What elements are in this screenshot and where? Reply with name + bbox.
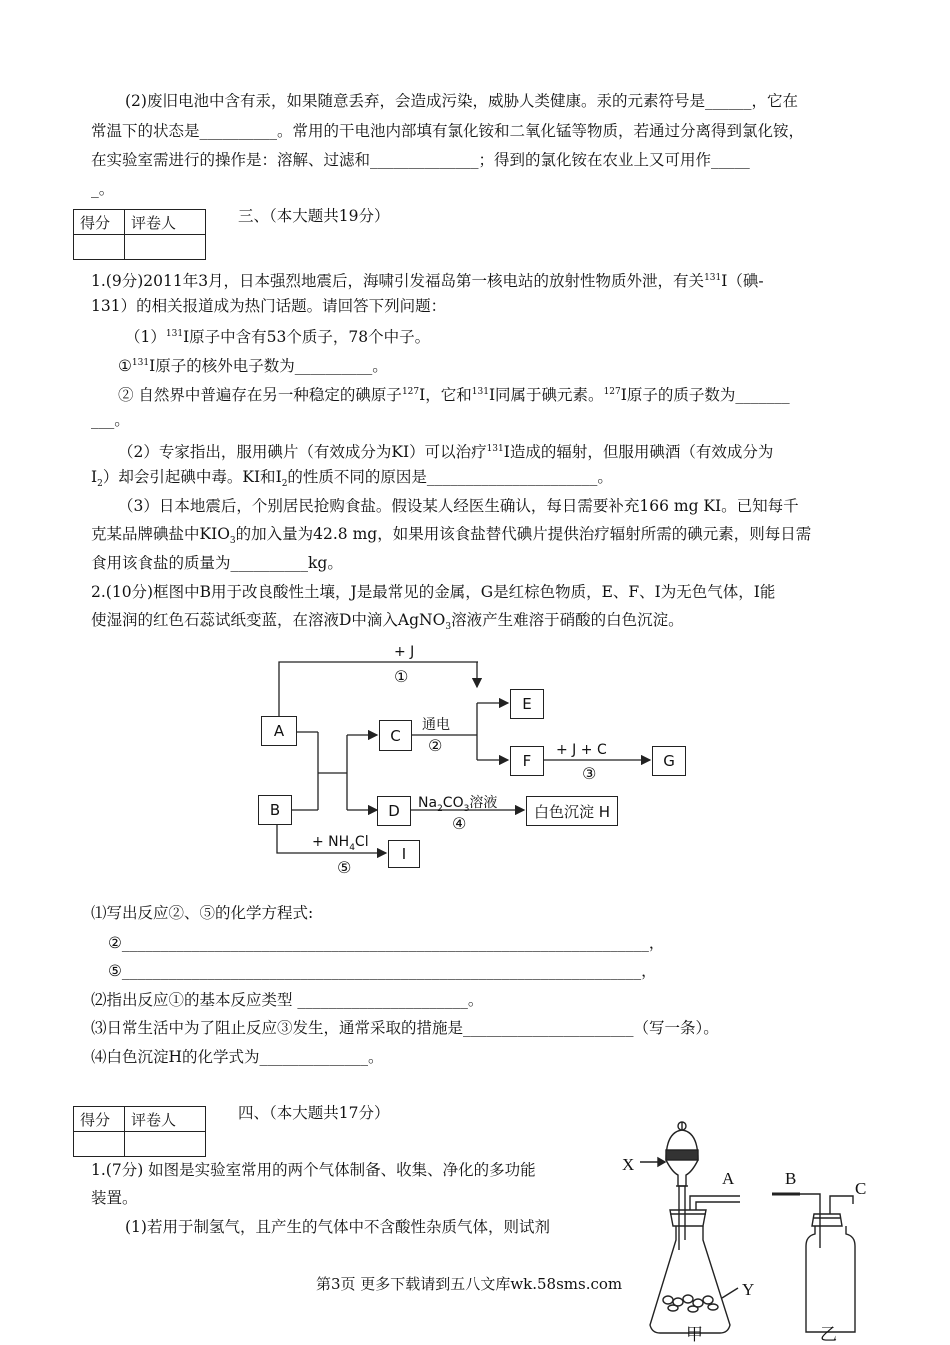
reaction-number: ③	[582, 764, 597, 783]
answer-line: ⑵指出反应①的基本反应类型 ______________________。	[91, 991, 484, 1009]
text-line: 在实验室需进行的操作是：溶解、过滤和______________；得到的氯化铵在农业上又可用作_____	[91, 151, 750, 169]
reaction-number: ①	[394, 667, 409, 686]
grader-label: 评卷人	[125, 1107, 206, 1132]
question-line: $(1)^{131}I$原子中含有53个质子，78个中子。	[125, 328, 431, 347]
label-x: X	[622, 1155, 635, 1174]
label-b: B	[785, 1169, 797, 1188]
answer-line: ②____________________________________________________________________，	[108, 934, 665, 952]
answer-line: ⑤___________________________________________________________________，	[108, 962, 657, 980]
score-label: 得分	[74, 210, 125, 235]
question-line: （2）专家指出，服用碘片（有效成分为KI）可以治疗$^{131}$I造成的辐射，但服用碘酒（有效成分为	[118, 443, 774, 462]
node-b: B	[258, 795, 292, 825]
question-line: ___。	[91, 411, 130, 429]
answer-line: ⑷白色沉淀H的化学式为______________。	[91, 1048, 384, 1066]
question-line: 131）的相关报道成为热门话题。请回答下列问题：	[91, 297, 447, 315]
label-jia: 甲	[686, 1325, 703, 1344]
question-line: （3）日本地震后，个别居民抢购食盐。假设某人经医生确认，每日需要补充166 mg KI。已知每千	[118, 497, 799, 515]
node-a: A	[261, 716, 297, 746]
reaction-label: 通电	[422, 717, 450, 733]
question-line: 使湿润的红色石蕊试纸变蓝，在溶液D中滴入AgNO$_3$溶液产生难溶于硝酸的白色沉淀。	[91, 611, 684, 633]
answer-line: ⑴写出反应②、⑤的化学方程式:	[91, 904, 314, 922]
section-title: 四、（本大题共17分）	[238, 1104, 390, 1122]
score-label: 得分	[74, 1107, 125, 1132]
question-line: 2.(10分)框图中B用于改良酸性土壤，J是最常见的金属，G是红棕色物质，E、F、I为无色气体，I能	[91, 583, 776, 601]
question-line: ①$^{131}$I原子的核外电子数为__________。	[118, 357, 388, 376]
node-d: D	[377, 796, 411, 826]
section-title: 三、（本大题共19分）	[238, 207, 390, 225]
label-c: C	[855, 1179, 867, 1198]
text-line: 常温下的状态是__________。常用的干电池内部填有氯化铵和二氧化锰等物质，若通过分离得到氯化铵，	[91, 122, 805, 140]
question-line: (1)若用于制氢气，且产生的气体中不含酸性杂质气体，则试剂	[125, 1218, 550, 1236]
node-f: F	[510, 746, 544, 776]
question-line: ② 自然界中普遍存在另一种稳定的碘原子$^{127}$I，它和$^{131}$I同属于碘元素。$^{127}$I原子的质子数为_______	[118, 386, 790, 405]
node-e: E	[510, 689, 544, 719]
reaction-number: ②	[428, 736, 443, 755]
node-g: G	[652, 746, 686, 776]
text-line: _。	[91, 180, 115, 198]
reaction-label: + J + C	[556, 742, 607, 758]
node-h: 白色沉淀 H	[526, 796, 618, 826]
label-yi: 乙	[820, 1325, 837, 1344]
reaction-number: ④	[452, 814, 467, 833]
answer-line: ⑶日常生活中为了阻止反应③发生，通常采取的措施是______________________（写一条）。	[91, 1019, 719, 1037]
question-line: 克某品牌碘盐中$KIO_3$的加入量为42.8 mg，如果用该食盐替代碘片提供治疗辐射所需的碘元素，则每日需	[91, 525, 812, 547]
node-i: I	[388, 840, 420, 868]
page-footer: 第3页 更多下载请到五八文库wk.58sms.com	[316, 1275, 623, 1293]
reaction-label: $Na_2CO_3$溶液	[418, 795, 498, 814]
label-y: Y	[742, 1280, 755, 1299]
label-a: A	[722, 1169, 735, 1188]
question-line: 装置。	[91, 1189, 138, 1207]
question-line: 1.(9分)2011年3月，日本强烈地震后，海啸引发福岛第一核电站的放射性物质外泄，有关$^{131}$I（碘-	[91, 272, 764, 291]
text-line: (2)废旧电池中含有汞，如果随意丢弃，会造成污染，威胁人类健康。汞的元素符号是______，它在	[125, 92, 798, 110]
question-line: 食用该食盐的质量为__________kg。	[91, 554, 343, 572]
question-line: 1.(7分) 如图是实验室常用的两个气体制备、收集、净化的多功能	[91, 1161, 536, 1179]
reaction-number: ⑤	[337, 858, 352, 877]
grader-label: 评卷人	[125, 210, 206, 235]
reaction-label: + $NH_4Cl$	[312, 834, 369, 853]
reaction-label: + J	[394, 644, 415, 660]
node-c: C	[379, 720, 412, 751]
question-line: $I_2$）却会引起碘中毒。KI和$I_2$的性质不同的原因是______________________。	[91, 468, 613, 490]
